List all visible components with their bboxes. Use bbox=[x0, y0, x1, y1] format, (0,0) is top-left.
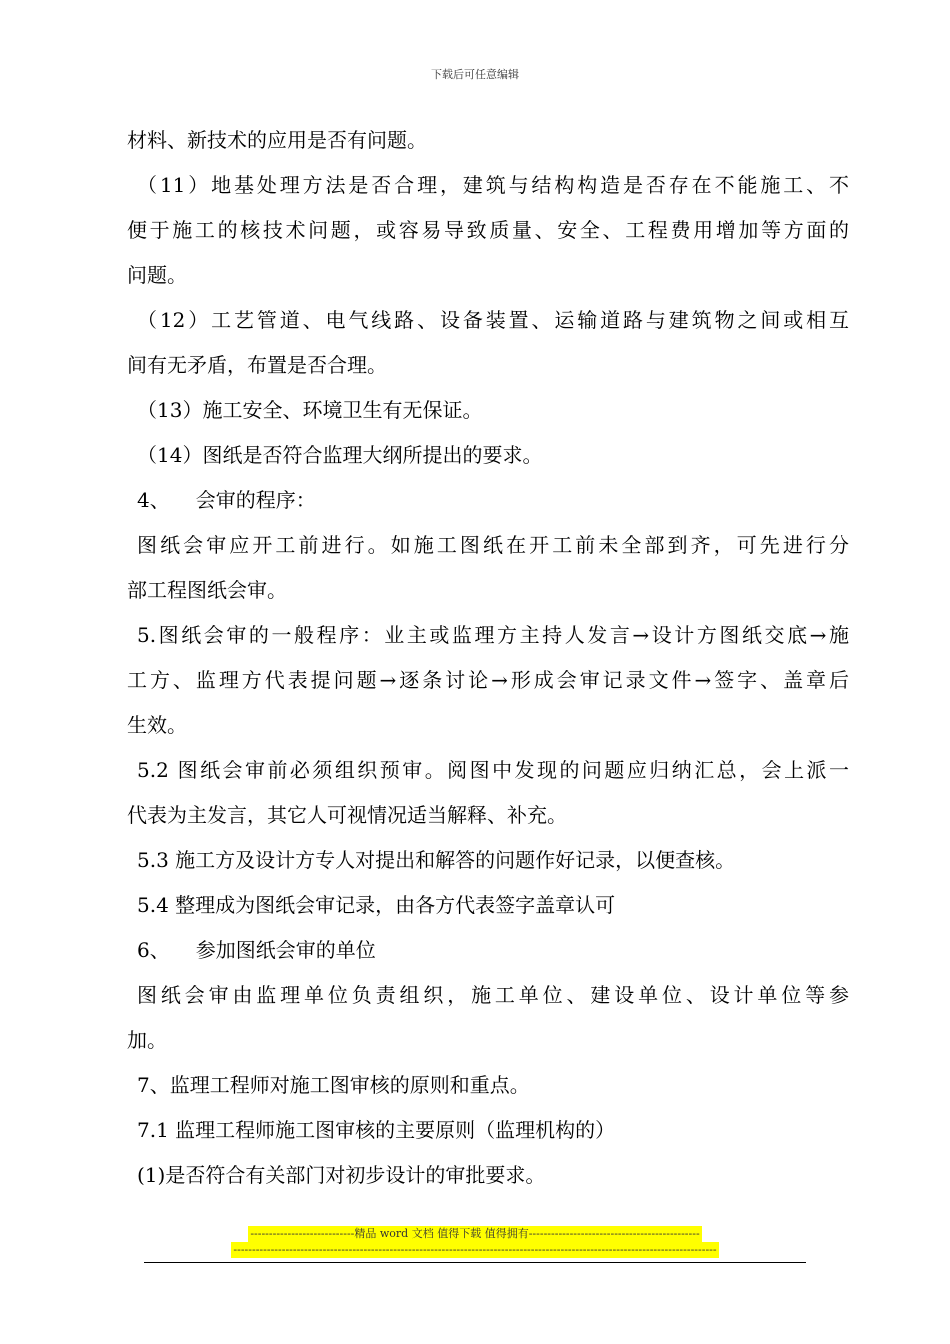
paragraph-line: 材料、新技术的应用是否有问题。 bbox=[127, 128, 427, 152]
footer-dash-line: ---------------------------------------------------------------------------------------------------------------------------------- bbox=[233, 1243, 717, 1256]
paragraph-line: （11）地基处理方法是否合理，建筑与结构构造是否存在不能施工、不 bbox=[137, 173, 849, 197]
page-header: 下载后可任意编辑 bbox=[431, 68, 519, 81]
paragraph-line: 7.1 监理工程师施工图审核的主要原则（监理机构的） bbox=[137, 1118, 616, 1142]
page-footer bbox=[0, 1226, 950, 1258]
paragraph-line: 间有无矛盾，布置是否合理。 bbox=[127, 353, 387, 377]
paragraph-line: （14）图纸是否符合监理大纲所提出的要求。 bbox=[137, 443, 543, 467]
paragraph-line: 5.4 整理成为图纸会审记录，由各方代表签字盖章认可 bbox=[137, 893, 616, 917]
section-heading bbox=[127, 928, 849, 973]
section-title: 会审的程序： bbox=[195, 488, 316, 512]
paragraph-line: 5.3 施工方及设计方专人对提出和解答的问题作好记录，以便查核。 bbox=[137, 848, 736, 872]
paragraph-line: 7、监理工程师对施工图审核的原则和重点。 bbox=[137, 1073, 530, 1097]
paragraph-line: 图纸会审应开工前进行。如施工图纸在开工前未全部到齐，可先进行分 bbox=[137, 533, 849, 557]
document-body bbox=[127, 118, 849, 1198]
paragraph-line: 问题。 bbox=[127, 263, 187, 287]
paragraph-line: 生效。 bbox=[127, 713, 187, 737]
section-number: 4、 bbox=[137, 488, 170, 512]
footer-banner: ----------------------------精品 word 文档 值得下载 值得拥有---------------------------------------------- bbox=[250, 1227, 700, 1240]
paragraph-line: 工方、监理方代表提问题→逐条讨论→形成会审记录文件→签字、盖章后 bbox=[127, 668, 849, 692]
paragraph-line: 图纸会审由监理单位负责组织，施工单位、建设单位、设计单位等参 bbox=[137, 983, 849, 1007]
paragraph-line: 加。 bbox=[127, 1028, 167, 1052]
paragraph-line: 代表为主发言，其它人可视情况适当解释、补充。 bbox=[127, 803, 567, 827]
section-title: 参加图纸会审的单位 bbox=[195, 938, 376, 962]
section-heading bbox=[127, 478, 849, 523]
paragraph-line: 便于施工的核技术问题，或容易导致质量、安全、工程费用增加等方面的 bbox=[127, 218, 849, 242]
paragraph-line: (1)是否符合有关部门对初步设计的审批要求。 bbox=[137, 1163, 546, 1187]
section-number: 6、 bbox=[137, 938, 170, 962]
paragraph-line: 部工程图纸会审。 bbox=[127, 578, 287, 602]
footer-divider bbox=[144, 1262, 806, 1263]
paragraph-line: （12）工艺管道、电气线路、设备装置、运输道路与建筑物之间或相互 bbox=[137, 308, 849, 332]
paragraph-line: 5.图纸会审的一般程序：业主或监理方主持人发言→设计方图纸交底→施 bbox=[137, 623, 849, 647]
paragraph-line: （13）施工安全、环境卫生有无保证。 bbox=[137, 398, 483, 422]
paragraph-line: 5.2 图纸会审前必须组织预审。阅图中发现的问题应归纳汇总，会上派一 bbox=[137, 758, 849, 782]
